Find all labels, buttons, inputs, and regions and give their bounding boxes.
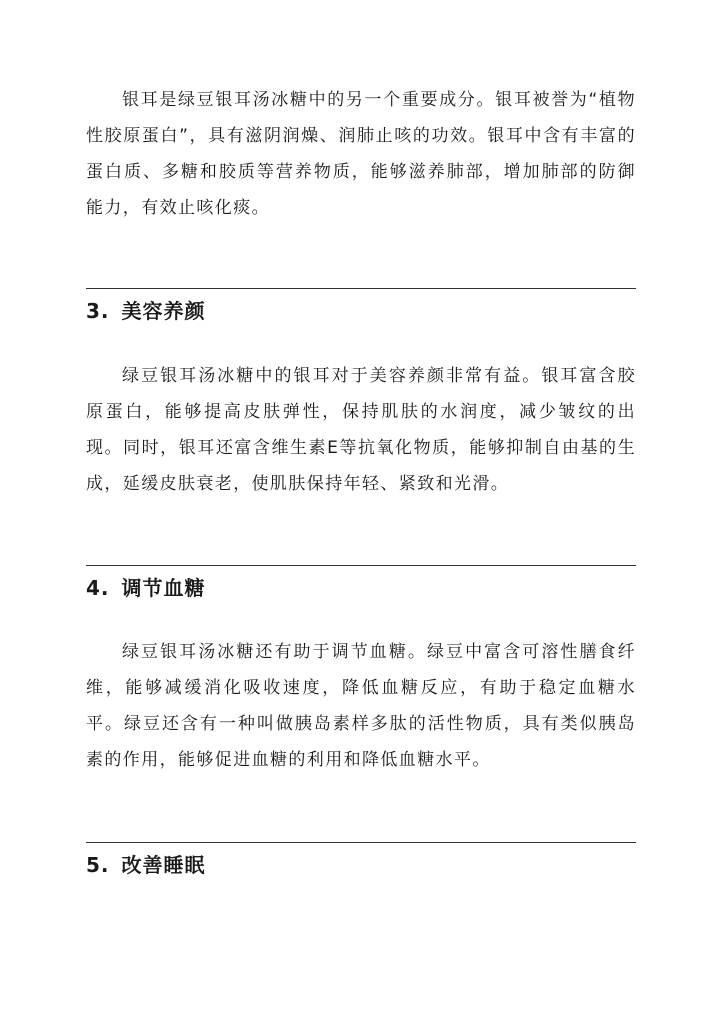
section-divider <box>86 565 636 566</box>
section-divider <box>86 288 636 289</box>
section-heading-5 <box>86 851 206 879</box>
section-title: 美容养颜 <box>121 299 206 323</box>
section-number: 4. <box>86 576 110 600</box>
paragraph-tremella-lungs: 银耳是绿豆银耳汤冰糖中的另一个重要成分。银耳被誉为“植物性胶原蛋白”，具有滋阴润燥、润肺止咳的功效。银耳中含有丰富的蛋白质、多糖和胶质等营养物质，能够滋养肺部，增加肺部的防御能力，有效止咳化痰。 <box>86 90 636 218</box>
section-title: 调节血糖 <box>121 576 206 600</box>
section-heading-4 <box>86 574 206 602</box>
section-number: 3. <box>86 299 110 323</box>
paragraph-blood-sugar: 绿豆银耳汤冰糖还有助于调节血糖。绿豆中富含可溶性膳食纤维，能够减缓消化吸收速度，降低血糖反应，有助于稳定血糖水平。绿豆还含有一种叫做胰岛素样多肽的活性物质，具有类似胰岛素的作用，能够促进血糖的利用和降低血糖水平。 <box>86 642 636 770</box>
section-heading-3 <box>86 297 206 325</box>
section-number: 5. <box>86 853 110 877</box>
section-divider <box>86 842 636 843</box>
paragraph-beauty: 绿豆银耳汤冰糖中的银耳对于美容养颜非常有益。银耳富含胶原蛋白，能够提高皮肤弹性，保持肌肤的水润度，减少皱纹的出现。同时，银耳还富含维生素E等抗氧化物质，能够抑制自由基的生成，延缓皮肤衰老，使肌肤保持年轻、紧致和光滑。 <box>86 366 636 494</box>
section-title: 改善睡眠 <box>121 853 206 877</box>
